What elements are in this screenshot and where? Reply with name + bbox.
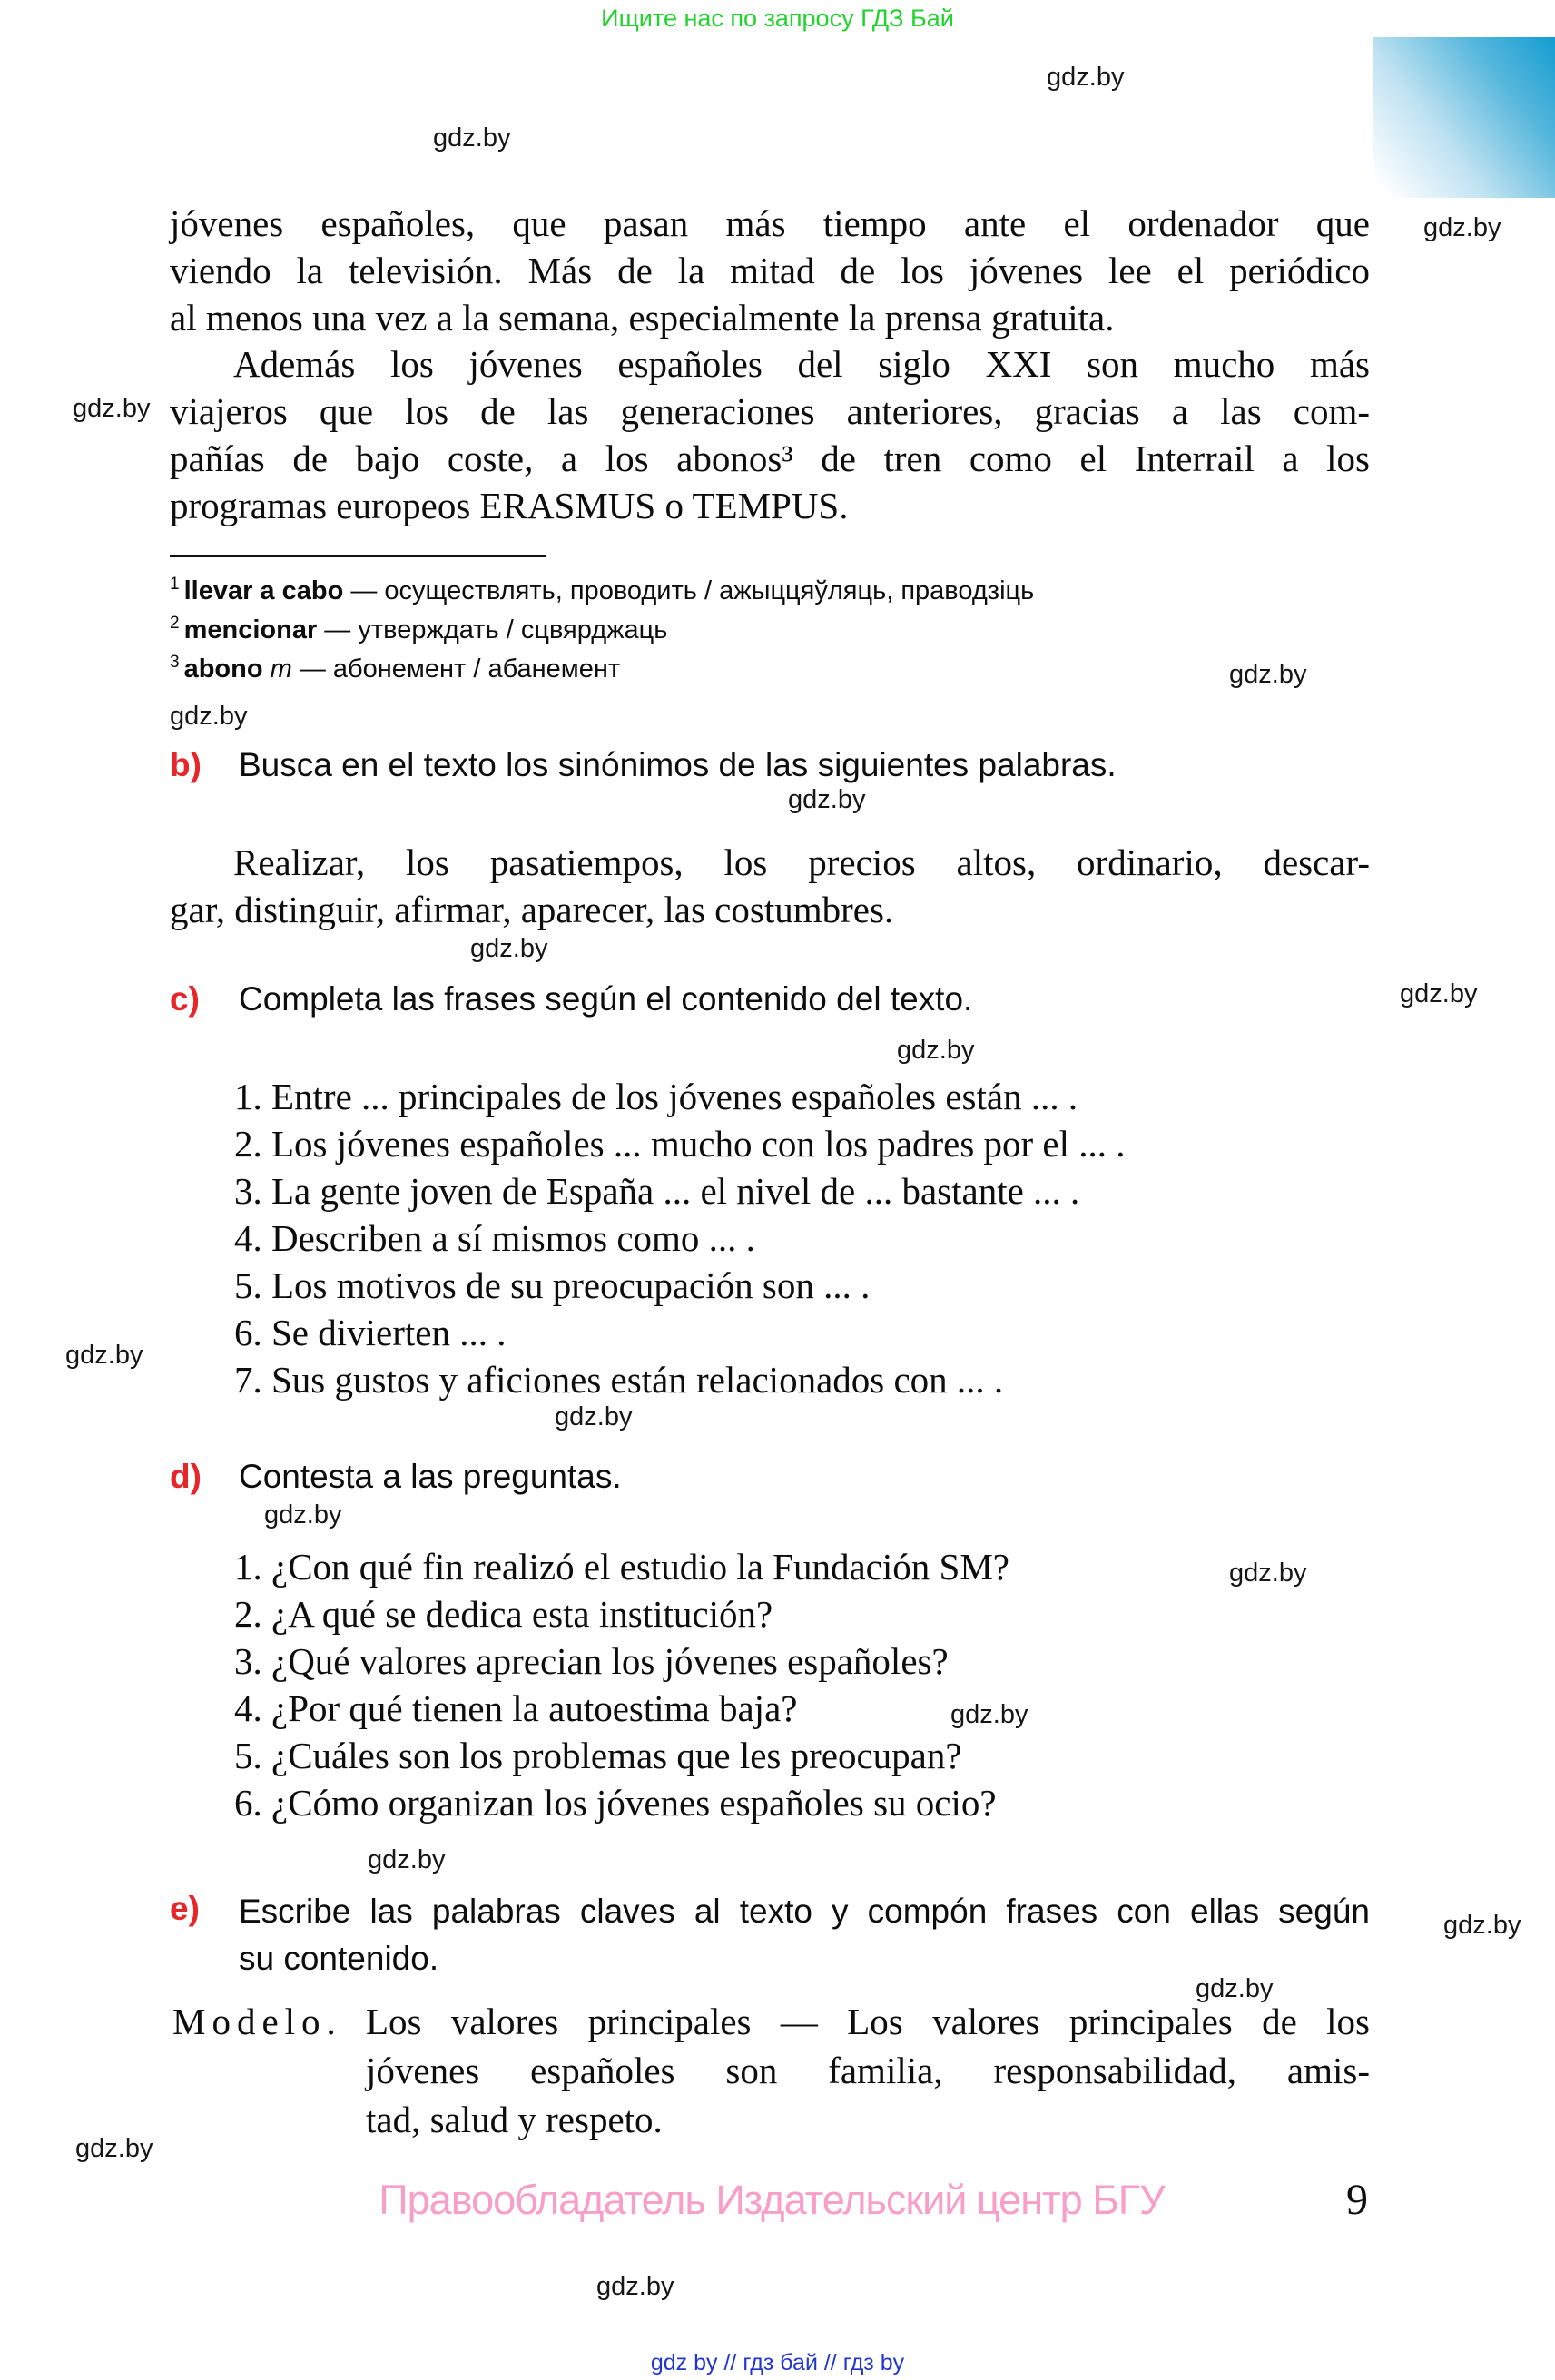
footnote-gender: m bbox=[262, 654, 292, 684]
corner-gradient-decoration bbox=[1373, 37, 1555, 198]
list-item: 1. Entre ... principales de los jóvenes españoles están ... . bbox=[234, 1076, 1078, 1117]
text-line: jóvenes españoles, que pasan más tiempo ante el ordenador que bbox=[170, 202, 1370, 244]
footnote bbox=[170, 611, 1370, 650]
task-c bbox=[170, 979, 1370, 1020]
footnote-translation: — абонемент / абанемент bbox=[291, 654, 621, 684]
gdz-watermark: gdz.by bbox=[368, 1845, 446, 1874]
modelo-text bbox=[366, 1997, 1370, 2144]
footnote-translation: — осуществлять, проводить / ажыццяўляць, праводзіць bbox=[343, 576, 1035, 605]
gdz-watermark: gdz.by bbox=[897, 1036, 975, 1065]
gdz-watermark: gdz.by bbox=[788, 785, 866, 814]
gdz-watermark: gdz.by bbox=[950, 1700, 1028, 1729]
list-item: 2. Los jóvenes españoles ... mucho con los padres por el ... . bbox=[234, 1123, 1126, 1165]
text-line: viajeros que los de las generaciones anteriores, gracias a las com- bbox=[170, 390, 1370, 432]
list-item: 5. Los motivos de su preocupación son ... . bbox=[234, 1264, 871, 1306]
gdz-watermark: gdz.by bbox=[75, 2134, 153, 2163]
task-c-letter: c) bbox=[170, 980, 200, 1018]
gdz-watermark: gdz.by bbox=[1196, 1974, 1274, 2003]
text-line: gar, distinguir, afirmar, aparecer, las costumbres. bbox=[170, 889, 894, 930]
task-b-letter: b) bbox=[170, 746, 202, 783]
task-d-letter: d) bbox=[170, 1458, 202, 1495]
gdz-watermark: gdz.by bbox=[264, 1500, 342, 1529]
modelo-label: Modelo. bbox=[172, 2001, 342, 2042]
reading-paragraph-1 bbox=[170, 200, 1370, 341]
gdz-watermark: gdz.by bbox=[1423, 213, 1501, 242]
list-item: 3. ¿Qué valores aprecian los jóvenes españoles? bbox=[234, 1640, 949, 1682]
gdz-watermark: gdz.by bbox=[433, 123, 511, 152]
footnote-marker: 3 bbox=[170, 653, 180, 673]
task-d bbox=[170, 1456, 1370, 1498]
task-b-instruction: Busca en el texto los sinónimos de las siguientes palabras. bbox=[239, 746, 1117, 783]
list-item: 7. Sus gustos y aficiones están relacionados con ... . bbox=[234, 1359, 1004, 1401]
page-number: 9 bbox=[1346, 2176, 1368, 2224]
list-item: 3. La gente joven de España ... el nivel de ... bastante ... . bbox=[234, 1170, 1080, 1212]
list-item: 1. ¿Con qué fin realizó el estudio la Fundación SM? bbox=[234, 1546, 1009, 1588]
gdz-watermark: gdz.by bbox=[1047, 63, 1125, 92]
gdz-watermark: gdz.by bbox=[1400, 979, 1478, 1008]
gdz-watermark: gdz.by bbox=[65, 1341, 143, 1370]
footer-links: gdz by // гдз бай // гдз by bbox=[650, 2350, 905, 2375]
task-c-instruction: Completa las frases según el contenido del texto. bbox=[239, 980, 973, 1018]
text-line: Los valores principales — Los valores principales de los bbox=[366, 2001, 1370, 2042]
gdz-watermark: gdz.by bbox=[73, 394, 151, 423]
gdz-watermark: gdz.by bbox=[470, 934, 548, 963]
footnotes bbox=[170, 572, 1370, 689]
footnote bbox=[170, 572, 1370, 611]
gdz-watermark: gdz.by bbox=[170, 702, 248, 731]
footnote-marker: 1 bbox=[170, 575, 180, 595]
footnote-term: abono bbox=[183, 654, 263, 684]
task-b bbox=[170, 744, 1370, 786]
footnote-term: llevar a cabo bbox=[183, 576, 344, 605]
text-line: Realizar, los pasatiempos, los precios altos, ordinario, descar- bbox=[233, 841, 1370, 883]
task-d-instruction: Contesta a las preguntas. bbox=[239, 1458, 622, 1495]
task-c-items bbox=[234, 1073, 1378, 1403]
modelo-example bbox=[172, 1997, 1371, 2144]
footnote-translation: — утверждать / сцвярджаць bbox=[317, 615, 668, 644]
footnote-term: mencionar bbox=[183, 615, 318, 644]
footnote bbox=[170, 650, 1370, 689]
task-d-items bbox=[234, 1543, 1378, 1826]
gdz-watermark: gdz.by bbox=[596, 2272, 674, 2301]
gdz-watermark: gdz.by bbox=[1229, 660, 1307, 689]
reading-paragraph-2 bbox=[170, 340, 1370, 529]
text-line: viendo la televisión. Más de la mitad de los jóvenes lee el periódico bbox=[170, 250, 1370, 291]
list-item: 6. Se divierten ... . bbox=[234, 1312, 507, 1353]
task-e-instruction bbox=[239, 1888, 1370, 1982]
text-line: programas europeos ERASMUS o TEMPUS. bbox=[170, 485, 849, 526]
text-line: tad, salud y respeto. bbox=[366, 2099, 663, 2140]
list-item: 4. Describen a sí mismos como ... . bbox=[234, 1217, 755, 1259]
gdz-watermark: gdz.by bbox=[1229, 1559, 1307, 1588]
text-line: Además los jóvenes españoles del siglo XXI son mucho más bbox=[233, 343, 1370, 385]
list-item: 5. ¿Cuáles son los problemas que les preocupan? bbox=[234, 1735, 962, 1776]
gdz-watermark: gdz.by bbox=[1443, 1911, 1521, 1940]
gdz-watermark: gdz.by bbox=[555, 1402, 633, 1431]
footnote-marker: 2 bbox=[170, 614, 180, 634]
task-e bbox=[170, 1888, 1370, 1982]
text-line: jóvenes españoles son familia, responsabilidad, amis- bbox=[366, 2050, 1370, 2091]
task-e-letter: e) bbox=[170, 1890, 200, 1927]
text-line: Escribe las palabras claves al texto y compón frases con ellas según bbox=[239, 1893, 1370, 1930]
text-line: su contenido. bbox=[239, 1940, 439, 1977]
synonyms-paragraph bbox=[170, 839, 1370, 933]
list-item: 2. ¿A qué se dedica esta institución? bbox=[234, 1593, 773, 1635]
list-item: 4. ¿Por qué tienen la autoestima baja? bbox=[234, 1687, 798, 1729]
list-item: 6. ¿Cómo organizan los jóvenes españoles su ocio? bbox=[234, 1782, 997, 1824]
promo-banner: Ищите нас по запросу ГДЗ Бай bbox=[601, 5, 954, 32]
copyright-line: Правообладатель Издательский центр БГУ bbox=[379, 2177, 1165, 2223]
text-line: al menos una vez a la semana, especialmente la prensa gratuita. bbox=[170, 297, 1115, 339]
text-line: pañías de bajo coste, a los abonos³ de tren como el Interrail a los bbox=[170, 438, 1370, 479]
footnote-separator-rule bbox=[170, 555, 546, 557]
